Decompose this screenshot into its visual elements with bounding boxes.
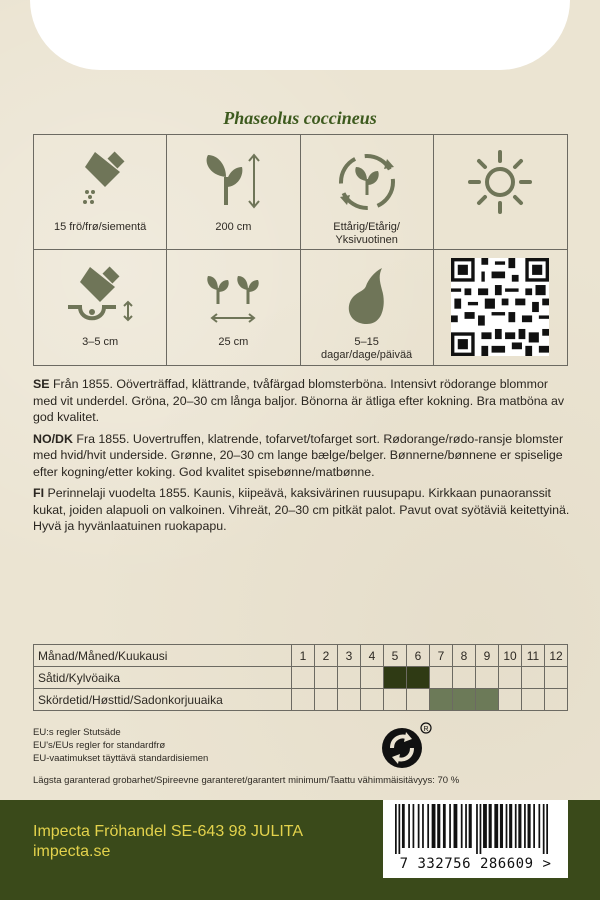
lang-code-fi: FI: [33, 486, 45, 500]
calendar-cell: [430, 689, 453, 711]
calendar-cell: [315, 667, 338, 689]
info-cell-sun: [434, 135, 567, 250]
barcode-bar: [454, 804, 458, 848]
species-name: Phaseolus coccineus: [223, 108, 377, 128]
green-dot-recycling-icon: [380, 722, 432, 772]
sowing-depth-icon: [60, 262, 140, 332]
calendar-cell: [522, 667, 545, 689]
calendar-cell: [292, 689, 315, 711]
month-calendar: [33, 644, 568, 711]
barcode-bar: [538, 804, 540, 848]
calendar-cell: [361, 667, 384, 689]
barcode-bar: [449, 804, 451, 848]
harvest-row: [34, 689, 568, 711]
calendar-cell: [315, 689, 338, 711]
calendar-cell: [338, 667, 361, 689]
barcode-bar: [546, 804, 548, 854]
lang-code-se: SE: [33, 377, 50, 391]
calendar-cell: [384, 667, 407, 689]
barcode-bar: [443, 804, 446, 848]
info-cell-germination: [301, 250, 434, 365]
calendar-cell: [476, 667, 499, 689]
plant-height-label: 200 cm: [215, 221, 252, 233]
barcode-bar: [469, 804, 472, 848]
info-cell-spacing: [167, 250, 300, 365]
calendar-header-label: Månad/Måned/Kuukausi: [34, 645, 292, 667]
calendar-cell: [545, 667, 568, 689]
harvest-row-label: Skördetid/Høsttid/Sadonkorjuuaika: [34, 689, 292, 711]
description-fi: [33, 485, 573, 535]
sowing-row-label: Såtid/Kylvöaika: [34, 667, 292, 689]
seed-count-label: 15 frö/frø/siementä: [53, 221, 147, 233]
month-12: 12: [545, 645, 568, 667]
description-se-text: Från 1855. Oöverträffad, klättrande, tvåfärgad blomsterböna. Intensivt rödorange blommor med vit underdel. Gröna, 20–30 cm långa baljor. Bönorna är ätliga efter kokning. Bra matböna av god kvalitet.: [33, 377, 565, 424]
info-cell-qr: [434, 250, 567, 365]
calendar-cell: [361, 689, 384, 711]
description-fi-text: Perinnelaji vuodelta 1855. Kaunis, kiipeävä, kaksivärinen ruusupapu. Kirkkaan punaoranssit kukat, joiden alapuoli on valkoinen. Vihreät, 20–30 cm pitkät palot. Pavut ovat syötäviä keitettyinä. Hyvä ja hyvänlaatuinen ruokapapu.: [33, 486, 570, 533]
month-11: 11: [522, 645, 545, 667]
calendar-cell: [453, 689, 476, 711]
description-se: [33, 376, 573, 426]
calendar-header-row: [34, 645, 568, 667]
company-website[interactable]: impecta.se: [33, 843, 111, 860]
plant-spacing-label: 25 cm: [218, 336, 249, 348]
germination-guarantee: Lägsta garanterad grobarhet/Spireevne garanteret/garantert minimum/Taattu vähimmäisitävyys: 70 %: [33, 775, 460, 786]
barcode-bar: [515, 804, 517, 848]
info-cell-depth: [34, 250, 167, 365]
eu-standard-notes: [33, 726, 208, 765]
month-3: 3: [338, 645, 361, 667]
month-5: 5: [384, 645, 407, 667]
month-8: 8: [453, 645, 476, 667]
hanger-cutout: [30, 0, 570, 70]
month-2: 2: [315, 645, 338, 667]
barcode-bar: [465, 804, 467, 848]
calendar-cell: [545, 689, 568, 711]
info-grid: [33, 134, 568, 366]
plant-height-icon: [198, 147, 268, 217]
company-address: Impecta Fröhandel SE-643 98 JULITA: [33, 823, 304, 840]
month-1: 1: [292, 645, 315, 667]
plant-spacing-icon: [198, 262, 268, 332]
barcode-bar: [500, 804, 503, 848]
barcode-bar: [489, 804, 492, 848]
sowing-depth-label: 3–5 cm: [82, 336, 119, 348]
barcode-bar: [427, 804, 429, 848]
annual-cycle-icon: [332, 147, 402, 217]
germination-icon: [332, 262, 402, 332]
month-9: 9: [476, 645, 499, 667]
description-no-dk: [33, 431, 573, 481]
barcode-bar: [422, 804, 424, 848]
calendar-cell: [499, 689, 522, 711]
month-4: 4: [361, 645, 384, 667]
info-cell-height: [167, 135, 300, 250]
germination-days-label: 5–15 dagar/dage/päivää: [321, 336, 413, 361]
month-7: 7: [430, 645, 453, 667]
barcode-bar: [418, 804, 420, 848]
lang-code-no-dk: NO/DK: [33, 431, 73, 446]
sun-icon: [465, 147, 535, 217]
eu-line-no-dk: EU's/EUs regler for standardfrø: [33, 740, 166, 751]
barcode-bar: [413, 804, 415, 848]
barcode-bar: [461, 804, 463, 848]
barcode-bar: [432, 804, 436, 848]
calendar-cell: [499, 667, 522, 689]
barcode-bar: [480, 804, 482, 854]
barcode-bar: [528, 804, 531, 848]
barcode-bars: [395, 804, 560, 854]
calendar-cell: [453, 667, 476, 689]
description-no-dk-text: Fra 1855. Uovertruffen, klatrende, tofarvet/tofarget sort. Rødorange/rødo-ransje blomster med hvid/hvit underside. Grønne, 20–30 cm lange bælge/belger. Bønnerne/bønnene er spiselige efter kogning/etter koking. God kvalitet spisebønne/matbønne.: [33, 431, 564, 479]
month-10: 10: [499, 645, 522, 667]
calendar-cell: [407, 667, 430, 689]
barcode-bar: [494, 804, 498, 848]
calendar-cell: [384, 689, 407, 711]
company-info: [33, 822, 303, 862]
barcode-bar: [398, 804, 400, 854]
lifecycle-label: Ettårig/Etårig/ Yksivuotinen: [333, 221, 400, 246]
barcode-bar: [437, 804, 440, 848]
calendar-cell: [430, 667, 453, 689]
barcode-bar: [395, 804, 397, 854]
svg-text:R: R: [423, 726, 429, 733]
barcode-bar: [506, 804, 508, 848]
barcode-bar: [408, 804, 410, 848]
calendar-cell: [407, 689, 430, 711]
barcode-bar: [402, 804, 405, 848]
barcode-bar: [518, 804, 521, 848]
barcode-bar: [524, 804, 526, 848]
seeds-icon: [65, 147, 135, 217]
calendar-cell: [292, 667, 315, 689]
barcode-bar: [509, 804, 512, 848]
barcode-number: 7 332756 286609 >: [399, 856, 552, 872]
qr-code-icon[interactable]: [451, 258, 549, 356]
sowing-row: [34, 667, 568, 689]
barcode-bar: [543, 804, 545, 854]
calendar-cell: [522, 689, 545, 711]
barcode: [383, 800, 568, 878]
barcode-bar: [533, 804, 535, 848]
calendar-cell: [338, 689, 361, 711]
barcode-bar: [476, 804, 478, 854]
info-cell-seeds: [34, 135, 167, 250]
month-6: 6: [407, 645, 430, 667]
eu-line-se: EU:s regler Stutsäde: [33, 727, 121, 738]
barcode-bar: [483, 804, 487, 848]
calendar-cell: [476, 689, 499, 711]
description-block: [33, 376, 573, 540]
eu-line-fi: EU-vaatimukset täyttävä standardisiemen: [33, 753, 209, 764]
info-cell-lifecycle: [301, 135, 434, 250]
